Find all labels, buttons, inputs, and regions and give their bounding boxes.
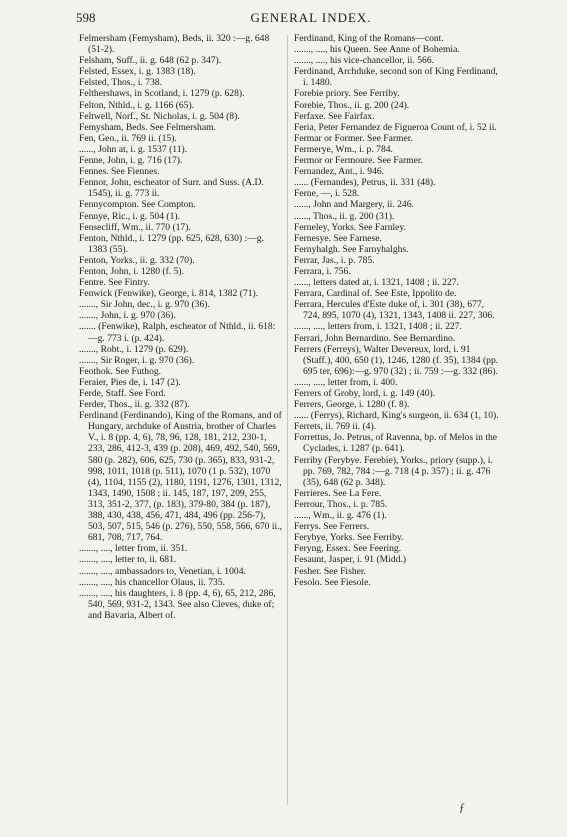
index-entry: Feria, Peter Fernandez de Figueroa Count of, i. 52 ii. bbox=[294, 121, 497, 133]
index-entry: Ferrys. See Ferrers. bbox=[294, 521, 370, 533]
index-entry: ......, ...., letters from, i. 1321, 1408 ; ii. 227. bbox=[294, 321, 462, 333]
index-entry: ......., Robt., i. 1279 (p. 629). bbox=[79, 343, 189, 355]
page-number: 598 bbox=[76, 10, 96, 25]
margin-mark: ƒ bbox=[459, 800, 465, 814]
index-entry: ...... (Fernandes), Petrus, ii. 331 (48). bbox=[294, 177, 436, 189]
index-entry: ....... (Fenwike), Ralph, escheator of Nthld., ii. 618:—g. 773 i. (p. 424). bbox=[79, 321, 276, 344]
index-entry: Fenwick (Fenwike), George, i. 814, 1382 (71). bbox=[79, 288, 259, 300]
page-title: GENERAL INDEX. bbox=[250, 10, 372, 25]
index-entry: ......., ...., his vice-chancellor, ii. 566. bbox=[294, 55, 435, 67]
index-entry: Fesher. See Fisher. bbox=[294, 565, 366, 577]
index-entry: Fennye, Ric., i. g. 504 (1). bbox=[79, 210, 180, 222]
index-entry: ......., Sir John, dec., i. g. 970 (36). bbox=[79, 299, 210, 311]
index-entry: Forebie, Thos., ii. g. 200 (24). bbox=[294, 99, 410, 111]
index-entry: Ferriby (Ferybye. Ferebie), Yorks., priory (supp.), i. pp. 769, 782, 784 :—g. 718 (4 p. 357) ; ii. g. 476 (35), 648 (62 p. 348). bbox=[294, 454, 493, 488]
index-entry: Fermar or Former. See Farmer. bbox=[294, 132, 413, 144]
index-entry: Ferrieres. See La Fere. bbox=[294, 487, 382, 499]
index-entry: Fenton, Nthld., i. 1279 (pp. 625, 628, 630) :—g. 1383 (55). bbox=[79, 232, 264, 255]
index-entry: Fensecliff, Wm., ii. 770 (17). bbox=[79, 221, 191, 233]
index-entry: ...... (Ferrys), Richard, King's surgeon, ii. 634 (1, 10). bbox=[294, 410, 499, 422]
index-entry: Fenton, Yorks., ii. g. 332 (70). bbox=[79, 254, 195, 266]
index-entry: Fernandez, Ant., i. 946. bbox=[294, 166, 385, 178]
index-entry: ......., Sir Roger, i. g. 970 (36). bbox=[79, 354, 195, 366]
index-entry: Feryng, Essex. See Feering. bbox=[294, 543, 402, 555]
index-entry: Fermerye, Wm., i. p. 784. bbox=[294, 143, 393, 155]
index-entry: Ferrers, George, i. 1280 (f. 8). bbox=[294, 399, 410, 411]
index-entry: Felsham, Suff., ii. g. 648 (62 p. 347). bbox=[79, 55, 222, 67]
index-entry: ......., ...., letter to, ii. 681. bbox=[79, 554, 177, 566]
index-entry: Fernesye. See Farnese. bbox=[294, 232, 382, 244]
index-entry: Femysham, Beds. See Felmersham. bbox=[79, 121, 216, 133]
index-entry: Felsted, Thos., i. 738. bbox=[79, 77, 162, 89]
index-entry: Feothok. See Futhog. bbox=[79, 365, 162, 377]
index-entry: ......, letters dated at, i. 1321, 1408 ; ii. 227. bbox=[294, 277, 459, 289]
index-entry: ......, Wm., ii. g. 476 (1). bbox=[294, 510, 387, 522]
index-entry: Felthershaws, in Scotland, i. 1279 (p. 628). bbox=[79, 88, 245, 100]
index-entry: Ferrari, John Bernardino. See Bernardino. bbox=[294, 332, 456, 344]
index-entry: Fennycompton. See Compton. bbox=[79, 199, 196, 211]
index-entry: Ferneley, Yorks. See Farnley. bbox=[294, 221, 406, 233]
page-header bbox=[76, 10, 546, 30]
index-entry: ......., John, i. g. 970 (36). bbox=[79, 310, 176, 322]
index-column-right bbox=[294, 33, 502, 588]
index-entry: Feltwell, Norf., St. Nicholas, i. g. 504 (8). bbox=[79, 110, 240, 122]
index-entry: ......., ...., his daughters, i. 8 (pp. 4, 6), 65, 212, 286, 540, 569, 931-2, 1343. See also Cleves, duke of; and Bavaria, Albert of. bbox=[79, 587, 276, 621]
index-entry: Ferrers of Groby, lord, i. g. 149 (40). bbox=[294, 388, 436, 399]
index-entry: Fernyhalgh. See Farnyhalghs. bbox=[294, 243, 409, 255]
index-entry: Forrettus, Jo. Petrus, of Ravenna, bp. of Melos in the Cyclades, i. 1287 (p. 641). bbox=[294, 432, 498, 455]
index-entry: Fenton, John, i. 1280 (f. 5). bbox=[79, 265, 184, 277]
index-entry: Ferrour, Thos., i. p. 785. bbox=[294, 498, 388, 510]
index-entry: Ferrar, Jas., i. p. 785. bbox=[294, 254, 375, 266]
index-entry: Ferrara, i. 756. bbox=[294, 265, 351, 277]
index-entry: Forebie priory. See Ferriby. bbox=[294, 88, 400, 100]
index-entry: Fennor, John, escheator of Surr. and Suss. (A.D. 1545), ii. g. 773 ii. bbox=[79, 177, 264, 200]
index-entry: ......., ...., letter from, ii. 351. bbox=[79, 543, 188, 555]
index-entry: Fermor or Fermoure. See Farmer. bbox=[294, 155, 423, 167]
index-entry: Ferde, Staff. See Ford. bbox=[79, 388, 166, 399]
index-entry: Felton, Nthld., i. g. 1166 (65). bbox=[79, 99, 195, 111]
index-entry: Ferrara, Hercules d'Este duke of, i. 301 (38), 677, 724, 895, 1070 (4), 1321, 1343, 1408 ii. 227, 306. bbox=[294, 299, 495, 322]
index-entry: ......., ...., his Queen. See Anne of Bohemia. bbox=[294, 44, 460, 56]
index-entry: Feraier, Pies de, i. 147 (2). bbox=[79, 376, 181, 388]
column-divider bbox=[287, 35, 288, 805]
index-entry: Ferdinand, King of the Romans—cont. bbox=[294, 33, 444, 44]
index-entry: Ferybye, Yorks. See Ferriby. bbox=[294, 532, 404, 544]
index-entry: Ferne, —, i. 528. bbox=[294, 188, 360, 200]
index-entry: ......, ...., letter from, i. 400. bbox=[294, 376, 398, 388]
index-entry: ......, John and Margery, ii. 246. bbox=[294, 199, 414, 211]
index-entry: Ferrets, ii. 769 ii. (4). bbox=[294, 421, 377, 433]
index-entry: Fen, Geo., ii. 769 ii. (15). bbox=[79, 132, 177, 144]
index-entry: ......, John at, i. g. 1537 (11). bbox=[79, 143, 188, 155]
index-column-left bbox=[79, 33, 284, 621]
index-entry: Ferrers (Ferreys), Walter Devereux, lord, i. 91 (Staff.), 400, 650 (1), 1246, 1280 (f. 35), 1384 (pp. 695 ter, 696):—g. 970 (32) ; ii. 759 :—g. 332 (86). bbox=[294, 343, 499, 377]
index-entry: Ferdinand (Ferdinando), King of the Romans, and of Hungary, archduke of Austria, brother of Charles V., i. 8 (pp. 4, 6), 78, 96, 128, 181, 212, 230-1, 233, 286, 412-3, 439 (p. 208), 469, 492, 540, 569, 580 (p. 282), 606, 625, 730 (p. 365), 833, 931-2, 998, 1011, 1018 (p. 511), 1070 (1 p. 532), 1070 (4), 1104, 1155 (2), 1180, 1191, 1276, 1301, 1312, 1343, 1490, 1508 ; ii. 145, 187, 197, 209, 255, 313, 351-2, 377, (p. 183), 379-80, 384 (p. 187), 388, 430, 438, 456, 471, 484, 496 (pp. 256-7), 503, 507, 515, 546 (p. 276), 550, 558, 566, 670 ii., 681, 708, 717, 764. bbox=[79, 410, 283, 544]
index-entry: Felmersham (Femysham), Beds, ii. 320 :—g. 648 (51-2). bbox=[79, 33, 270, 56]
index-entry: Ferder, Thos., ii. g. 332 (87). bbox=[79, 399, 190, 411]
index-entry: Fenne, John, i. g. 716 (17). bbox=[79, 155, 183, 167]
index-entry: Ferdinand, Archduke, second son of King Ferdinand, i. 1480. bbox=[294, 66, 498, 89]
index-entry: Felsted, Essex, i. g. 1383 (18). bbox=[79, 66, 196, 78]
index-entry: ......, Thos., ii. g. 200 (31). bbox=[294, 210, 395, 222]
index-entry: Fesaunt, Jasper, i. 91 (Midd.) bbox=[294, 554, 407, 566]
index-entry: Fesolo. See Fiesole. bbox=[294, 576, 371, 588]
index-entry: ......., ...., ambassadors to, Venetian, i. 1004. bbox=[79, 565, 246, 577]
index-entry: ......., ...., his chancellor Olaus, ii. 735. bbox=[79, 576, 226, 588]
index-entry: Ferrara, Cardinal of. See Este, Ippolito de. bbox=[294, 288, 457, 300]
index-entry: Ferfaxe. See Fairfax. bbox=[294, 110, 375, 122]
index-entry: Fennes. See Fiennes. bbox=[79, 166, 160, 178]
index-entry: Fentre. See Fintry. bbox=[79, 277, 150, 289]
